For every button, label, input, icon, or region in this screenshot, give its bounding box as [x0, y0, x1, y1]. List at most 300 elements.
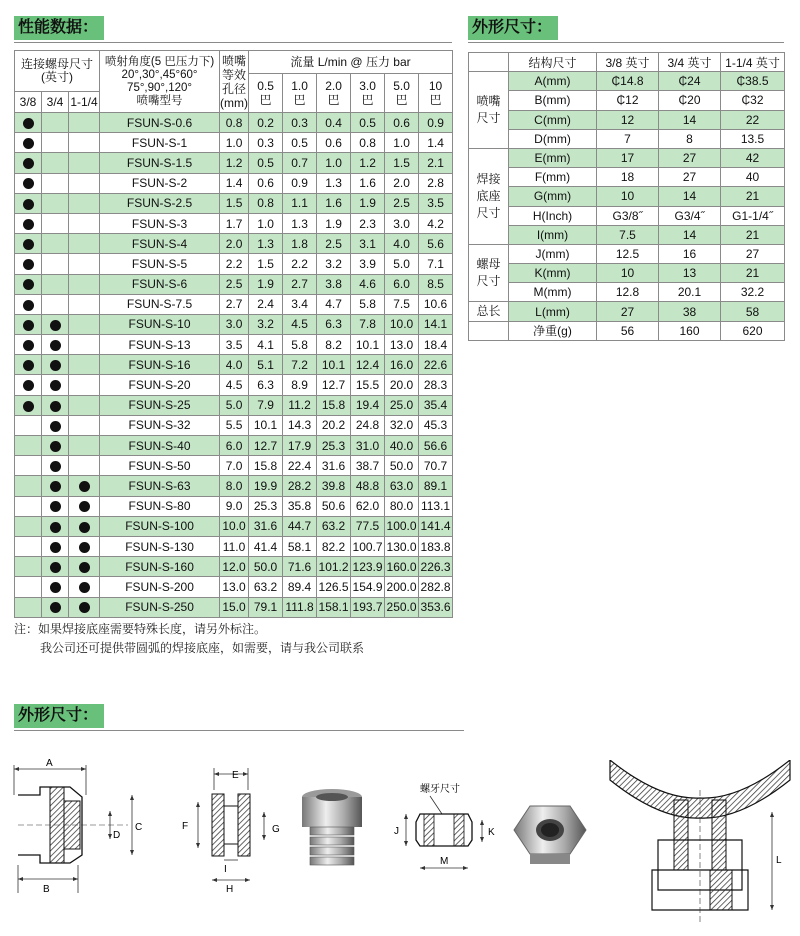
dimension-header-3: 1-1/4 英寸	[721, 53, 785, 72]
flow-cell: 3.5	[419, 193, 453, 213]
dimension-value-cell: ₵24	[659, 72, 721, 91]
model-cell: FSUN-S-32	[100, 415, 220, 435]
flow-cell: 20.0	[385, 375, 419, 395]
drawings-title-rule	[14, 730, 464, 731]
flow-cell: 4.1	[249, 335, 283, 355]
flow-cell: 1.3	[283, 213, 317, 233]
connection-dot-cell	[69, 395, 100, 415]
connection-dot-cell	[42, 375, 69, 395]
flow-cell: 50.0	[385, 456, 419, 476]
flow-cell: 2.0	[385, 173, 419, 193]
flow-cell: 22.4	[283, 456, 317, 476]
orifice-diameter-header: 喷嘴 等效 孔径 (mm)	[220, 51, 249, 113]
flow-cell: 0.5	[249, 153, 283, 173]
size-header-2: 1-1/4	[69, 92, 100, 113]
connection-dot-cell	[69, 274, 100, 294]
available-dot	[23, 239, 34, 250]
dimension-value-cell: ₵12	[597, 91, 659, 110]
connection-dot-cell	[42, 173, 69, 193]
label-i: I	[224, 864, 227, 875]
dimension-header-2: 3/4 英寸	[659, 53, 721, 72]
flow-cell: 7.9	[249, 395, 283, 415]
flow-cell: 10.1	[351, 335, 385, 355]
flow-cell: 160.0	[385, 557, 419, 577]
flow-cell: 82.2	[317, 536, 351, 556]
table-row	[15, 436, 453, 456]
flow-cell: 5.0	[385, 254, 419, 274]
connection-dot-cell	[69, 254, 100, 274]
nut-drawing	[390, 780, 510, 880]
diameter-cell: 0.8	[220, 113, 249, 133]
dimension-value-cell: 14	[659, 110, 721, 129]
flow-cell: 63.0	[385, 476, 419, 496]
dimension-row	[469, 168, 785, 187]
connection-dot-cell	[15, 415, 42, 435]
flow-cell: 1.6	[351, 173, 385, 193]
note-line-2: 我公司还可提供带圆弧的焊接底座，如需要，请与我公司联系	[40, 641, 365, 655]
table-row	[15, 173, 453, 193]
flow-cell: 0.5	[283, 133, 317, 153]
dimension-row	[469, 72, 785, 91]
table-row	[15, 335, 453, 355]
flow-cell: 1.0	[385, 133, 419, 153]
pressure-header-5: 10 巴	[419, 74, 453, 113]
connection-dot-cell	[42, 254, 69, 274]
flow-cell: 4.0	[385, 234, 419, 254]
model-cell: FSUN-S-6	[100, 274, 220, 294]
table-row	[15, 516, 453, 536]
connection-dot-cell	[42, 113, 69, 133]
flow-cell: 1.5	[385, 153, 419, 173]
model-cell: FSUN-S-100	[100, 516, 220, 536]
dimension-row	[469, 283, 785, 302]
flow-cell: 2.3	[351, 213, 385, 233]
flow-cell: 1.6	[317, 193, 351, 213]
flow-cell: 100.0	[385, 516, 419, 536]
flow-cell: 70.7	[419, 456, 453, 476]
label-h: H	[226, 884, 234, 895]
dimension-value-cell: 38	[659, 302, 721, 321]
table-row	[15, 254, 453, 274]
connection-dot-cell	[69, 415, 100, 435]
connection-dot-cell	[42, 456, 69, 476]
dimension-group-label: 焊接 底座 尺寸	[469, 148, 509, 244]
dimension-value-cell: G3/4˝	[659, 206, 721, 225]
flow-cell: 0.8	[249, 193, 283, 213]
dimension-name-cell: A(mm)	[509, 72, 597, 91]
diameter-cell: 4.5	[220, 375, 249, 395]
flow-cell: 44.7	[283, 516, 317, 536]
available-dot	[23, 380, 34, 391]
connection-dot-cell	[69, 133, 100, 153]
flow-cell: 17.9	[283, 436, 317, 456]
diameter-cell: 2.5	[220, 274, 249, 294]
flow-cell: 1.3	[317, 173, 351, 193]
size-header-0: 3/8	[15, 92, 42, 113]
dimension-value-cell: 58	[721, 302, 785, 321]
connection-dot-cell	[42, 314, 69, 334]
flow-cell: 63.2	[249, 577, 283, 597]
nut-photo	[512, 800, 588, 870]
flow-cell: 48.8	[351, 476, 385, 496]
flow-cell: 56.6	[419, 436, 453, 456]
performance-table	[14, 50, 453, 618]
model-cell: FSUN-S-1.5	[100, 153, 220, 173]
flow-cell: 15.8	[317, 395, 351, 415]
table-row	[15, 355, 453, 375]
connection-dot-cell	[15, 213, 42, 233]
connection-dot-cell	[69, 436, 100, 456]
dimension-name-cell: H(Inch)	[509, 206, 597, 225]
label-m: M	[440, 856, 449, 867]
flow-cell: 5.8	[283, 335, 317, 355]
dimension-value-cell: 16	[659, 244, 721, 263]
connection-dot-cell	[69, 113, 100, 133]
available-dot	[50, 481, 61, 492]
flow-cell: 45.3	[419, 415, 453, 435]
table-row	[15, 476, 453, 496]
connection-dot-cell	[69, 516, 100, 536]
diameter-cell: 2.2	[220, 254, 249, 274]
dimensions-title-rule	[468, 42, 784, 43]
flow-cell: 353.6	[419, 597, 453, 617]
dimension-value-cell: 22	[721, 110, 785, 129]
connection-dot-cell	[42, 395, 69, 415]
flow-cell: 0.8	[351, 133, 385, 153]
flow-cell: 77.5	[351, 516, 385, 536]
diameter-cell: 1.2	[220, 153, 249, 173]
dimension-value-cell: ₵38.5	[721, 72, 785, 91]
dimension-row	[469, 91, 785, 110]
model-cell: FSUN-S-250	[100, 597, 220, 617]
flow-cell: 18.4	[419, 335, 453, 355]
flow-cell: 0.6	[385, 113, 419, 133]
diameter-cell: 13.0	[220, 577, 249, 597]
dimension-value-cell: 42	[721, 148, 785, 167]
flow-cell: 89.1	[419, 476, 453, 496]
table-row	[15, 294, 453, 314]
dimension-name-cell: K(mm)	[509, 264, 597, 283]
dimension-name-cell: E(mm)	[509, 148, 597, 167]
table-row	[15, 577, 453, 597]
dimension-group-label	[469, 321, 509, 340]
diameter-cell: 5.5	[220, 415, 249, 435]
diameter-cell: 9.0	[220, 496, 249, 516]
table-row	[15, 456, 453, 476]
connection-dot-cell	[15, 516, 42, 536]
available-dot	[50, 360, 61, 371]
model-cell: FSUN-S-25	[100, 395, 220, 415]
connection-dot-cell	[69, 375, 100, 395]
flow-cell: 10.1	[249, 415, 283, 435]
diameter-cell: 12.0	[220, 557, 249, 577]
dimension-value-cell: 27	[659, 148, 721, 167]
label-f: F	[182, 821, 189, 832]
label-thread: 螺牙尺寸	[420, 784, 460, 795]
connection-dot-cell	[42, 476, 69, 496]
connection-dot-cell	[15, 254, 42, 274]
label-j: J	[394, 826, 399, 837]
diameter-cell: 1.4	[220, 173, 249, 193]
nozzle-section-drawing	[10, 755, 150, 895]
flow-cell: 2.7	[283, 274, 317, 294]
model-cell: FSUN-S-0.6	[100, 113, 220, 133]
connection-dot-cell	[42, 274, 69, 294]
connection-dot-cell	[42, 213, 69, 233]
diameter-cell: 15.0	[220, 597, 249, 617]
connection-dot-cell	[15, 274, 42, 294]
available-dot	[50, 401, 61, 412]
connection-dot-cell	[69, 597, 100, 617]
available-dot	[50, 441, 61, 452]
model-cell: FSUN-S-10	[100, 314, 220, 334]
dimension-value-cell: 10	[597, 264, 659, 283]
connection-dot-cell	[69, 153, 100, 173]
connection-dot-cell	[69, 577, 100, 597]
flow-cell: 11.2	[283, 395, 317, 415]
weld-base-photo	[296, 785, 368, 875]
dimension-name-cell: M(mm)	[509, 283, 597, 302]
flow-cell: 3.1	[351, 234, 385, 254]
connection-dot-cell	[42, 577, 69, 597]
connection-dot-cell	[69, 456, 100, 476]
pressure-header-2: 2.0 巴	[317, 74, 351, 113]
dimension-name-cell: C(mm)	[509, 110, 597, 129]
flow-cell: 10.6	[419, 294, 453, 314]
flow-cell: 4.2	[419, 213, 453, 233]
table-row	[15, 597, 453, 617]
diameter-cell: 7.0	[220, 456, 249, 476]
flow-cell: 158.1	[317, 597, 351, 617]
available-dot	[23, 138, 34, 149]
performance-title: 性能数据：	[14, 16, 104, 40]
dimension-value-cell: ₵14.8	[597, 72, 659, 91]
connection-dot-cell	[42, 536, 69, 556]
connection-dot-cell	[69, 173, 100, 193]
available-dot	[79, 562, 90, 573]
available-dot	[50, 542, 61, 553]
available-dot	[50, 562, 61, 573]
flow-cell: 2.5	[317, 234, 351, 254]
dimension-value-cell: 56	[597, 321, 659, 340]
flow-cell: 6.0	[385, 274, 419, 294]
available-dot	[79, 522, 90, 533]
flow-cell: 2.8	[419, 173, 453, 193]
connection-dot-cell	[15, 557, 42, 577]
flow-cell: 13.0	[385, 335, 419, 355]
flow-cell: 111.8	[283, 597, 317, 617]
flow-cell: 0.9	[419, 113, 453, 133]
model-cell: FSUN-S-200	[100, 577, 220, 597]
dimension-value-cell: 12.8	[597, 283, 659, 302]
model-header: 喷嘴型号	[136, 94, 183, 107]
flow-cell: 7.1	[419, 254, 453, 274]
available-dot	[23, 178, 34, 189]
flow-cell: 5.1	[249, 355, 283, 375]
connection-dot-cell	[42, 415, 69, 435]
model-cell: FSUN-S-16	[100, 355, 220, 375]
connection-dot-cell	[15, 476, 42, 496]
flow-cell: 41.4	[249, 536, 283, 556]
dimension-value-cell: 21	[721, 187, 785, 206]
model-cell: FSUN-S-7.5	[100, 294, 220, 314]
flow-cell: 8.2	[317, 335, 351, 355]
table-row	[15, 314, 453, 334]
connection-dot-cell	[69, 294, 100, 314]
table-row	[15, 113, 453, 133]
available-dot	[50, 461, 61, 472]
model-cell: FSUN-S-160	[100, 557, 220, 577]
flow-cell: 10.0	[385, 314, 419, 334]
flow-cell: 19.9	[249, 476, 283, 496]
flow-cell: 14.1	[419, 314, 453, 334]
available-dot	[23, 158, 34, 169]
flow-cell: 6.3	[317, 314, 351, 334]
connection-dot-cell	[15, 234, 42, 254]
label-a: A	[46, 758, 53, 769]
flow-cell: 22.6	[419, 355, 453, 375]
spray-angle-line1: 喷射角度(5 巴压力下)	[104, 55, 215, 68]
flow-cell: 7.5	[385, 294, 419, 314]
dimension-value-cell: 17	[597, 148, 659, 167]
diameter-cell: 3.5	[220, 335, 249, 355]
connection-dot-cell	[15, 496, 42, 516]
dimension-value-cell: 13	[659, 264, 721, 283]
label-d: D	[113, 830, 121, 841]
flow-cell: 0.6	[249, 173, 283, 193]
connection-dot-cell	[15, 597, 42, 617]
flow-header: 流量 L/min @ 压力 bar	[249, 51, 453, 74]
model-cell: FSUN-S-130	[100, 536, 220, 556]
dimension-name-cell: J(mm)	[509, 244, 597, 263]
connection-dot-cell	[69, 234, 100, 254]
flow-cell: 1.9	[351, 193, 385, 213]
flow-cell: 0.7	[283, 153, 317, 173]
connection-dot-cell	[42, 355, 69, 375]
flow-cell: 123.9	[351, 557, 385, 577]
connection-dot-cell	[42, 496, 69, 516]
flow-cell: 3.0	[385, 213, 419, 233]
dimension-row	[469, 244, 785, 263]
flow-cell: 2.1	[419, 153, 453, 173]
available-dot	[50, 501, 61, 512]
assembly-drawing	[600, 760, 796, 930]
flow-cell: 1.1	[283, 193, 317, 213]
flow-cell: 35.4	[419, 395, 453, 415]
dimension-row	[469, 225, 785, 244]
dimension-value-cell: ₵20	[659, 91, 721, 110]
dimension-row	[469, 321, 785, 340]
flow-cell: 2.4	[249, 294, 283, 314]
dimension-value-cell: 27	[659, 168, 721, 187]
dimension-value-cell: 40	[721, 168, 785, 187]
flow-cell: 8.9	[283, 375, 317, 395]
spray-angle-line3: 75°,90°,120°	[127, 81, 193, 94]
label-c: C	[135, 822, 143, 833]
dimension-row	[469, 302, 785, 321]
available-dot	[23, 401, 34, 412]
flow-cell: 200.0	[385, 577, 419, 597]
table-row	[15, 234, 453, 254]
table-row	[15, 557, 453, 577]
flow-cell: 3.8	[317, 274, 351, 294]
available-dot	[23, 340, 34, 351]
flow-cell: 154.9	[351, 577, 385, 597]
available-dot	[23, 360, 34, 371]
table-row	[15, 496, 453, 516]
dimension-name-cell: L(mm)	[509, 302, 597, 321]
flow-cell: 101.2	[317, 557, 351, 577]
model-cell: FSUN-S-3	[100, 213, 220, 233]
model-cell: FSUN-S-2.5	[100, 193, 220, 213]
flow-cell: 12.7	[249, 436, 283, 456]
connection-dot-cell	[15, 133, 42, 153]
connection-dot-cell	[15, 294, 42, 314]
performance-title-rule	[14, 42, 452, 43]
diameter-cell: 2.0	[220, 234, 249, 254]
diameter-cell: 2.7	[220, 294, 249, 314]
available-dot	[50, 522, 61, 533]
flow-cell: 62.0	[351, 496, 385, 516]
flow-cell: 1.9	[317, 213, 351, 233]
connection-dot-cell	[15, 355, 42, 375]
connection-dot-cell	[42, 234, 69, 254]
connection-dot-cell	[42, 436, 69, 456]
flow-cell: 0.2	[249, 113, 283, 133]
dimension-value-cell: 7.5	[597, 225, 659, 244]
flow-cell: 28.2	[283, 476, 317, 496]
flow-cell: 1.5	[249, 254, 283, 274]
dimension-group-label: 螺母 尺寸	[469, 244, 509, 302]
connection-dot-cell	[42, 153, 69, 173]
flow-cell: 63.2	[317, 516, 351, 536]
pressure-header-1: 1.0 巴	[283, 74, 317, 113]
flow-cell: 0.9	[283, 173, 317, 193]
dimension-value-cell: 21	[721, 264, 785, 283]
flow-cell: 24.8	[351, 415, 385, 435]
dimension-value-cell: G3/8˝	[597, 206, 659, 225]
flow-cell: 282.8	[419, 577, 453, 597]
dimension-value-cell: 32.2	[721, 283, 785, 302]
dimension-header-1: 3/8 英寸	[597, 53, 659, 72]
flow-cell: 0.3	[283, 113, 317, 133]
connection-dot-cell	[42, 557, 69, 577]
connection-dot-cell	[15, 577, 42, 597]
dimension-value-cell: 13.5	[721, 129, 785, 148]
available-dot	[79, 582, 90, 593]
connection-dot-cell	[42, 193, 69, 213]
diameter-cell: 1.5	[220, 193, 249, 213]
flow-cell: 16.0	[385, 355, 419, 375]
available-dot	[50, 340, 61, 351]
connection-dot-cell	[15, 113, 42, 133]
flow-cell: 1.0	[249, 213, 283, 233]
dimension-name-cell: D(mm)	[509, 129, 597, 148]
pressure-header-3: 3.0 巴	[351, 74, 385, 113]
table-row	[15, 395, 453, 415]
connection-dot-cell	[69, 314, 100, 334]
flow-cell: 40.0	[385, 436, 419, 456]
diameter-cell: 11.0	[220, 536, 249, 556]
available-dot	[23, 259, 34, 270]
dimension-value-cell: 8	[659, 129, 721, 148]
table-row	[15, 274, 453, 294]
flow-cell: 141.4	[419, 516, 453, 536]
connection-dot-cell	[15, 375, 42, 395]
connection-dot-cell	[15, 536, 42, 556]
dimension-name-cell: G(mm)	[509, 187, 597, 206]
connection-dot-cell	[15, 173, 42, 193]
